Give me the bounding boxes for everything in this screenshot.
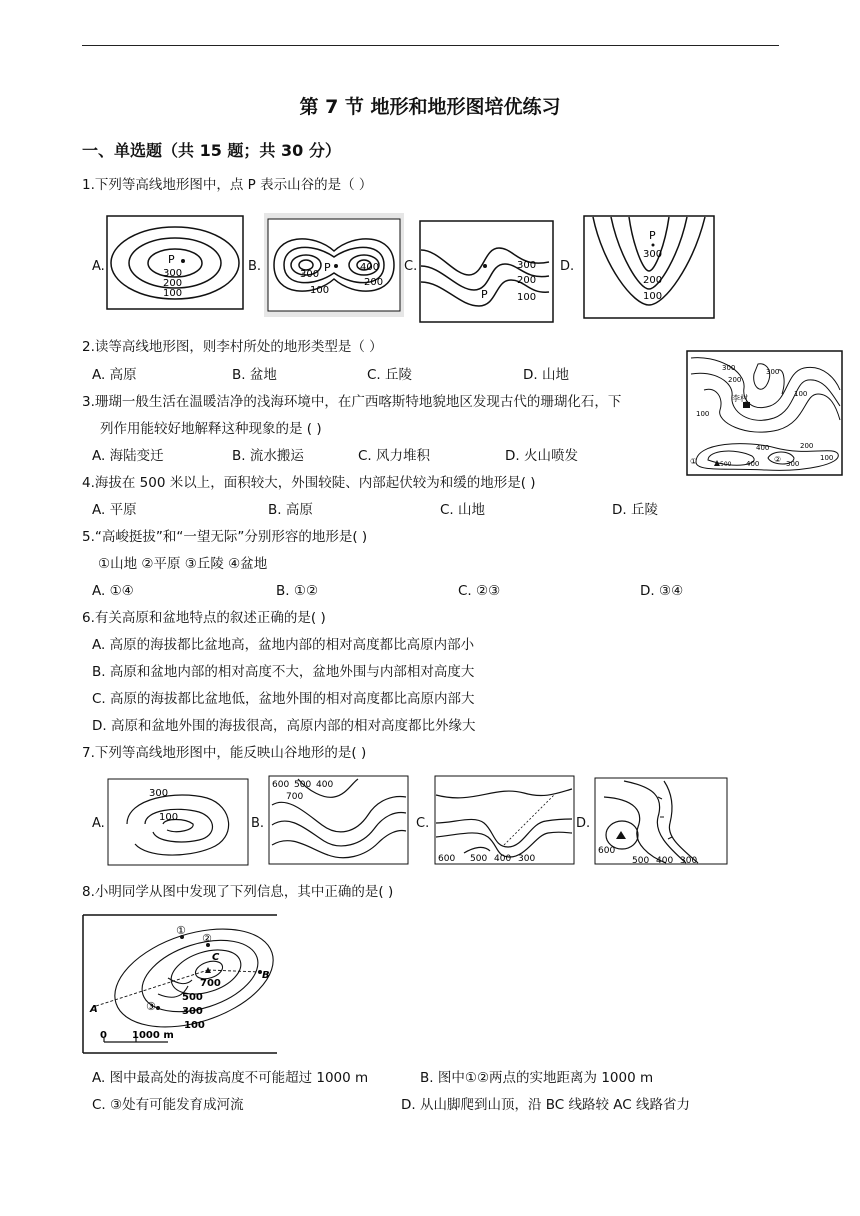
q2-option-a: A. 高原: [92, 367, 137, 383]
q1a-p-label: P: [168, 253, 175, 266]
q8-option-c: C. ③处有可能发育成河流: [92, 1097, 244, 1113]
q2-label-400a: 400: [756, 444, 770, 452]
question-2-stem: 2.读等高线地形图，则李村所处的地形类型是（ ）: [82, 339, 383, 355]
q1c-label-100: 100: [517, 292, 537, 303]
q7-map-d: [594, 777, 728, 865]
q2-label-400b: 400: [746, 460, 760, 468]
q7c-label-500: 500: [470, 854, 488, 864]
q1a-label-200: 200: [163, 278, 183, 289]
q1-label-a: A.: [92, 259, 105, 274]
q8-contour-map: [82, 914, 278, 1054]
q2-label-100c: 100: [820, 454, 834, 462]
q5-option-d: D. ③④: [640, 583, 684, 599]
q1d-p-label: P: [649, 229, 656, 242]
q7-map-b: [268, 775, 409, 865]
q1b-p-label: P: [324, 261, 331, 274]
q1d-label-200: 200: [643, 275, 663, 286]
q8-label-700: 700: [200, 978, 221, 989]
q7b-label-700: 700: [286, 792, 304, 802]
q6-option-c: C. 高原的海拔都比盆地低，盆地外围的相对高度都比高原内部大: [92, 691, 475, 707]
q1a-label-100: 100: [163, 288, 183, 299]
q8-scale-zero: 0: [100, 1030, 107, 1041]
question-5-stem: 5.“高峻挺拔”和“一望无际”分别形容的地形是( ): [82, 529, 368, 545]
q7b-label-500: 500: [294, 780, 312, 790]
q7b-label-400: 400: [316, 780, 334, 790]
q1-label-d: D.: [560, 259, 575, 274]
q8-point-1: ①: [176, 924, 186, 937]
q8-label-100: 100: [184, 1020, 205, 1031]
q7b-label-600: 600: [272, 780, 290, 790]
q4-option-c: C. 山地: [440, 502, 486, 518]
q1-map-d: [583, 215, 715, 319]
question-7-stem: 7.下列等高线地形图中，能反映山谷地形的是( ): [82, 745, 367, 761]
q7-label-a: A.: [92, 816, 105, 831]
q2-contour-map: [686, 350, 843, 476]
q1-map-c: [419, 220, 554, 323]
q2-option-b: B. 盆地: [232, 367, 277, 383]
q8-point-a: A: [90, 1004, 98, 1015]
q8-label-300: 300: [182, 1006, 203, 1017]
header-rule: [82, 45, 779, 46]
q8-option-d: D. 从山脚爬到山顶，沿 BC 线路较 AC 线路省力: [401, 1097, 691, 1113]
q1-map-a: [106, 215, 244, 310]
q1-label-b: B.: [248, 259, 262, 274]
q1b-label-200: 200: [364, 277, 384, 288]
q2-label-100b: 100: [696, 410, 710, 418]
q7c-label-400: 400: [494, 854, 512, 864]
q8-point-b: B: [262, 970, 270, 981]
q1b-label-400: 400: [360, 262, 380, 273]
q8-label-500: 500: [182, 992, 203, 1003]
q5-option-a: A. ①④: [92, 583, 134, 599]
q1a-label-300: 300: [163, 268, 183, 279]
q8-option-a: A. 图中最高处的海拔高度不可能超过 1000 m: [92, 1070, 369, 1086]
q7a-label-100: 100: [159, 812, 179, 823]
q1b-label-300: 300: [300, 269, 320, 280]
q7c-label-300: 300: [518, 854, 536, 864]
section-heading: 一、单选题（共 15 题；共 30 分）: [82, 141, 341, 160]
q3-option-c: C. 风力堆积: [358, 448, 431, 464]
q2-option-c: C. 丘陵: [367, 367, 413, 383]
q1b-label-100: 100: [310, 285, 330, 296]
q3-option-b: B. 流水搬运: [232, 448, 304, 464]
q2-village-label: 李村: [732, 394, 748, 403]
q7c-label-600: 600: [438, 854, 456, 864]
question-1-stem: 1.下列等高线地形图中，点 P 表示山谷的是（ ）: [82, 177, 373, 193]
q7d-label-600: 600: [598, 846, 616, 856]
q2-point-1: ①: [690, 457, 698, 466]
q2-point-2: ②: [774, 455, 782, 464]
q3-option-d: D. 火山喷发: [505, 448, 578, 464]
q7-label-d: D.: [576, 816, 591, 831]
q6-option-d: D. 高原和盆地外围的海拔很高，高原内部的相对高度都比外缘大: [92, 718, 476, 734]
q2-label-200a: 200: [728, 376, 742, 384]
q1-label-c: C.: [404, 259, 418, 274]
q7d-label-300: 300: [680, 856, 698, 865]
q7-label-c: C.: [416, 816, 430, 831]
q1c-p-label: P: [481, 288, 488, 301]
q1-map-b: [264, 213, 404, 317]
q7-map-a: [107, 778, 249, 866]
q5-option-c: C. ②③: [458, 583, 501, 599]
q4-option-b: B. 高原: [268, 502, 313, 518]
question-8-stem: 8.小明同学从图中发现了下列信息，其中正确的是( ): [82, 884, 394, 900]
q4-option-d: D. 丘陵: [612, 502, 658, 518]
question-3-stem-line1: 3.珊瑚一般生活在温暖洁净的浅海环境中，在广西喀斯特地貌地区发现古代的珊瑚化石，下: [82, 394, 622, 410]
q2-label-300a: 300: [722, 364, 736, 372]
q2-label-200b: 200: [800, 442, 814, 450]
q8-option-b: B. 图中①②两点的实地距离为 1000 m: [420, 1070, 654, 1086]
q6-option-b: B. 高原和盆地内部的相对高度不大，盆地外围与内部相对高度大: [92, 664, 475, 680]
q1c-label-300: 300: [517, 260, 537, 271]
q1d-label-300: 300: [643, 249, 663, 260]
q2-label-100a: 100: [794, 390, 808, 398]
q2-label-500: 500: [720, 461, 732, 468]
q5-option-b: B. ①②: [276, 583, 319, 599]
question-4-stem: 4.海拔在 500 米以上，面积较大，外围较陡、内部起伏较为和缓的地形是( ): [82, 475, 536, 491]
q7d-label-500: 500: [632, 856, 650, 865]
q2-label-300b: 300: [766, 368, 780, 376]
q6-option-a: A. 高原的海拔都比盆地高，盆地内部的相对高度都比高原内部小: [92, 637, 475, 653]
q5-items: ①山地 ②平原 ③丘陵 ④盆地: [98, 556, 268, 572]
q8-point-3: ③: [146, 1000, 156, 1013]
q2-label-300c: 300: [786, 460, 800, 468]
q7-map-c: [434, 775, 575, 865]
q7a-label-300: 300: [149, 788, 169, 799]
q8-point-2: ②: [202, 932, 212, 945]
q8-point-c: C: [212, 952, 220, 963]
question-6-stem: 6.有关高原和盆地特点的叙述正确的是( ): [82, 610, 326, 626]
page-title: 第 7 节 地形和地形图培优练习: [299, 96, 561, 118]
q7d-label-400: 400: [656, 856, 674, 865]
q4-option-a: A. 平原: [92, 502, 137, 518]
q3-option-a: A. 海陆变迁: [92, 448, 164, 464]
q7-label-b: B.: [251, 816, 265, 831]
q2-option-d: D. 山地: [523, 367, 569, 383]
q1d-label-100: 100: [643, 291, 663, 302]
q8-scale-label: 1000 m: [132, 1030, 174, 1041]
q1c-label-200: 200: [517, 275, 537, 286]
question-3-stem-line2: 列作用能较好地解释这种现象的是 ( ): [100, 421, 322, 437]
